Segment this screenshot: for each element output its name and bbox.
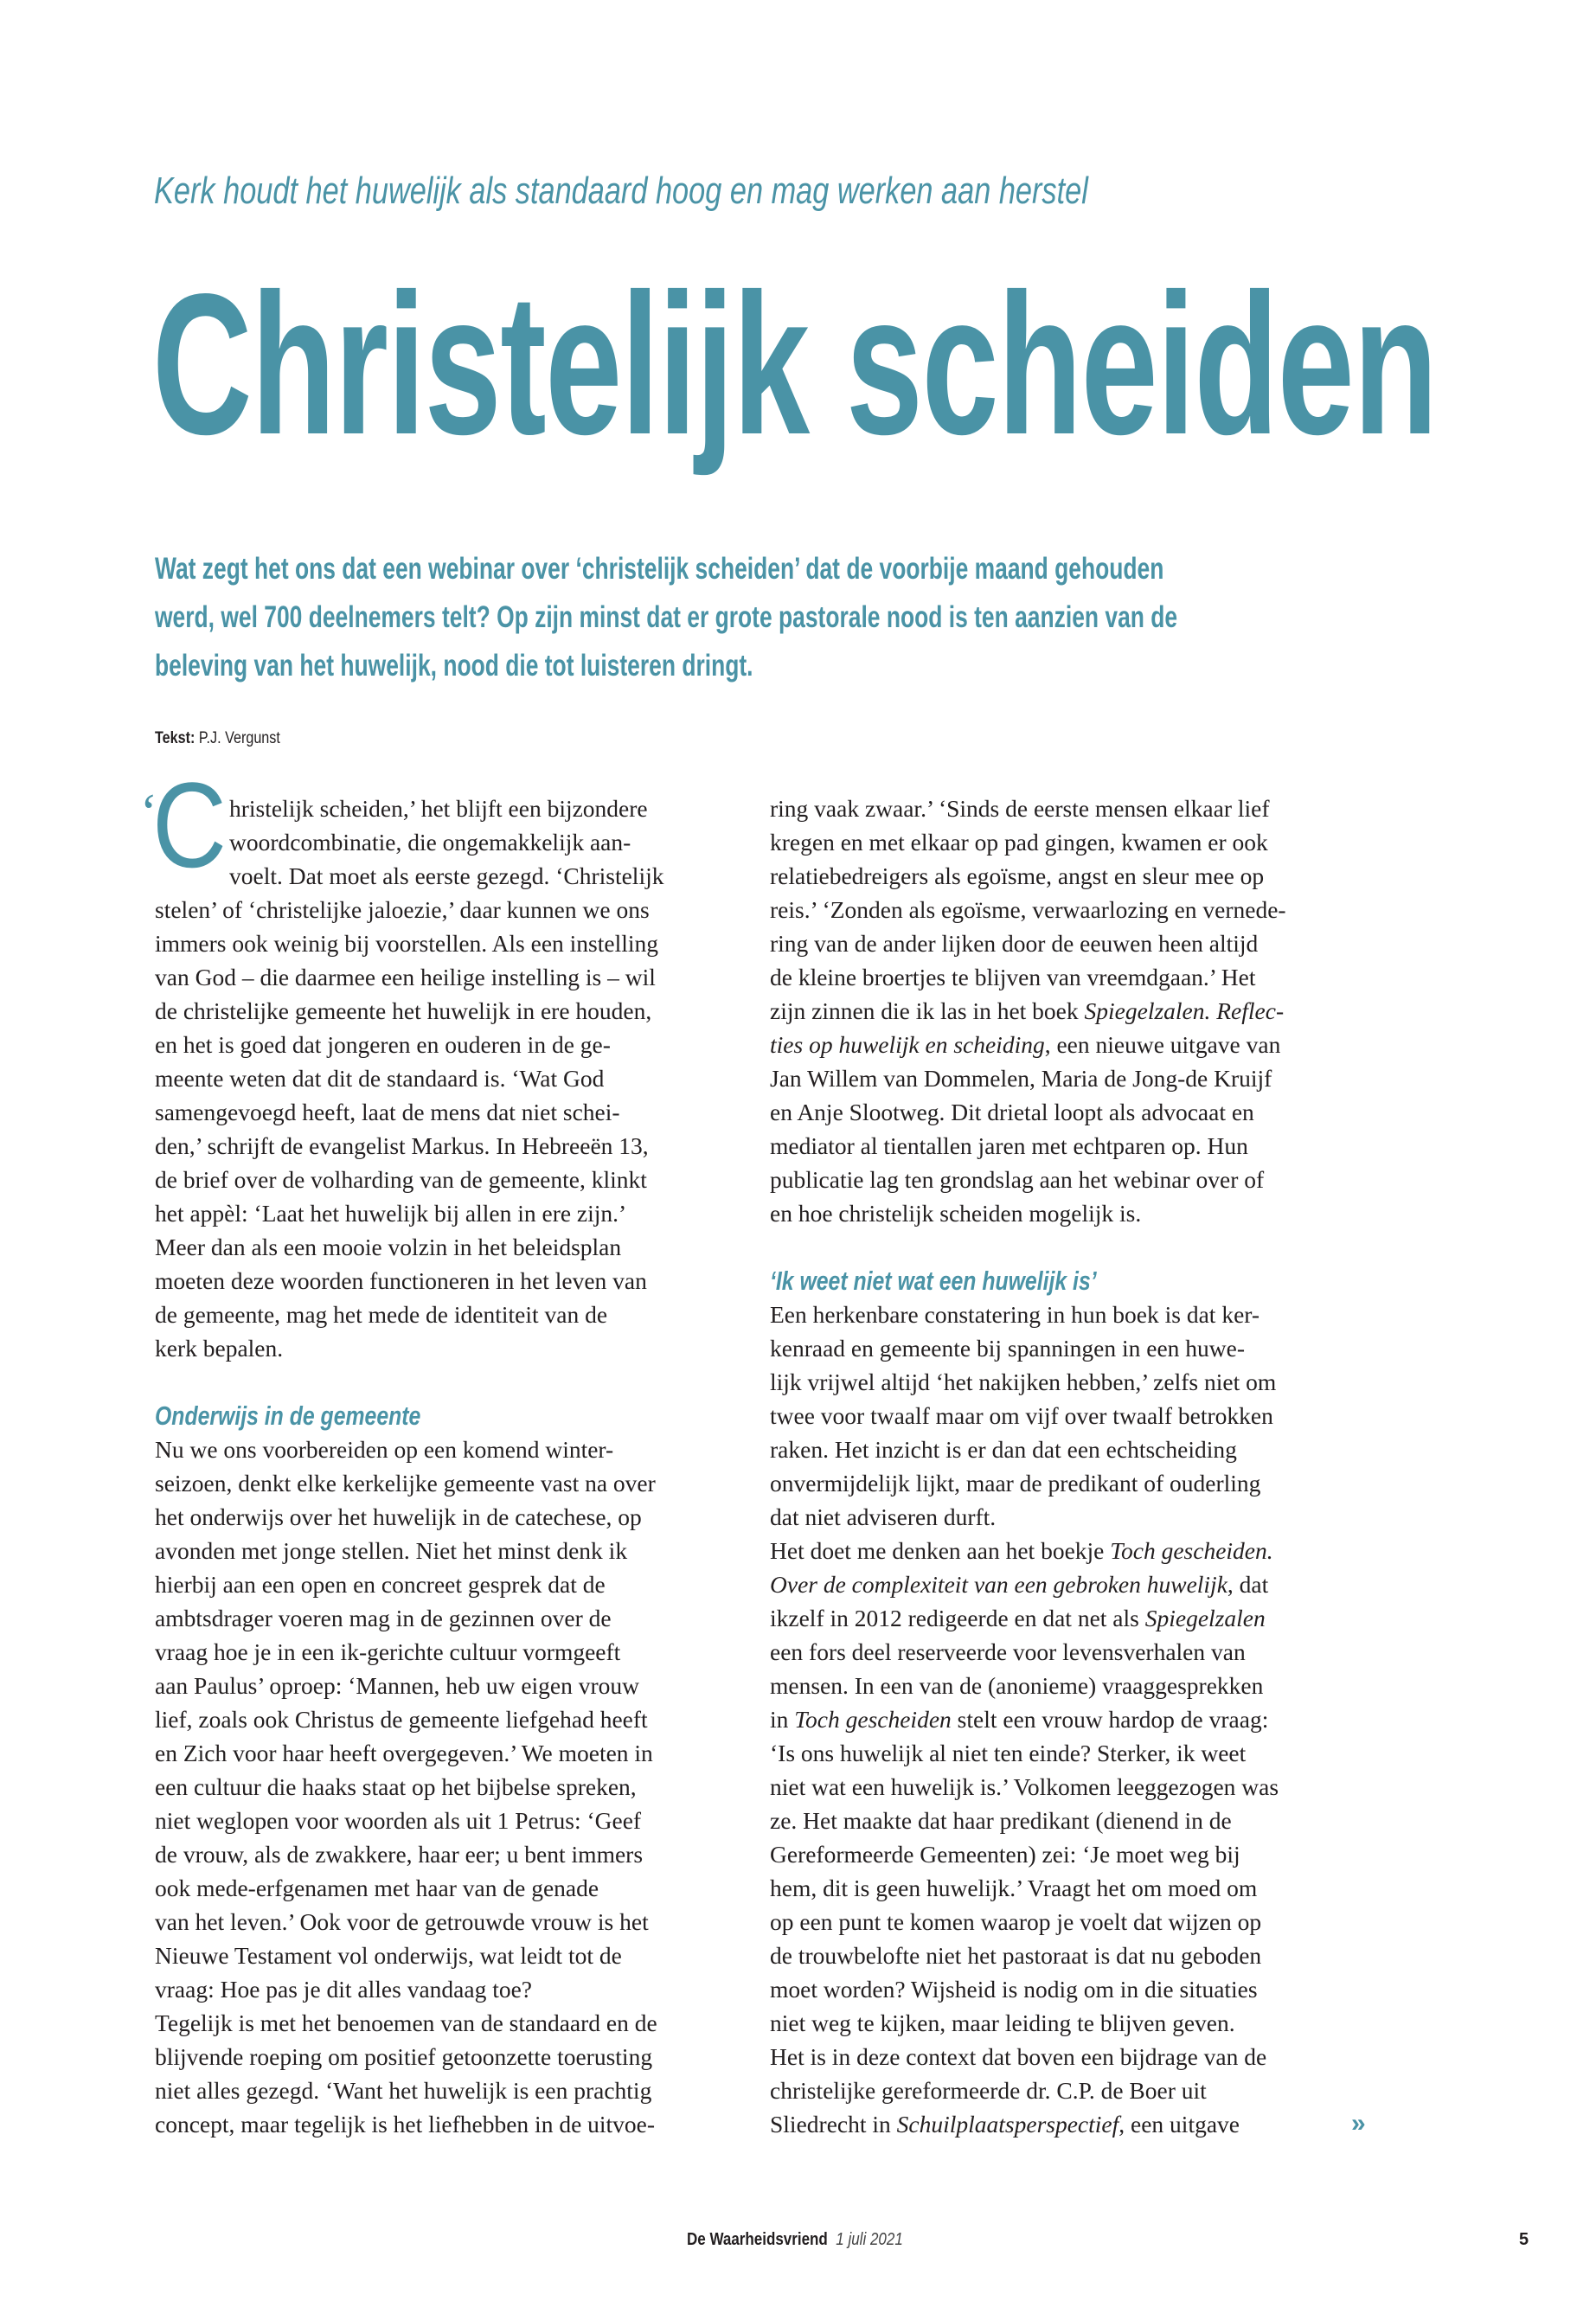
body-line: ring vaak zwaar.’ ‘Sinds de eerste mensen elkaar lief [770,795,1270,822]
page-footer [687,2230,903,2250]
body-line: de kleine broertjes te blijven van vreemdgaan.’ Het [770,964,1256,990]
text-segment: , dat [1227,1571,1269,1598]
body-line: ring van de ander lijken door de eeuwen heen altijd [770,930,1259,957]
body-line [770,1601,1266,1635]
body-line: Het is in deze context dat boven een bijdrage van de [770,2043,1267,2070]
body-line: de brief over de volharding van de gemeente, klinkt [155,1166,647,1193]
body-line [770,1702,1268,1736]
text-segment: in [770,1706,795,1733]
body-line: de gemeente, mag het mede de identiteit van de [155,1301,608,1328]
body-line [770,1028,1280,1061]
byline [155,729,280,748]
italic-title-segment: Over de complexiteit van een gebroken huwelijk [770,1571,1227,1598]
body-line: ze. Het maakte dat haar predikant (dienend in de [770,1807,1232,1834]
body-line: vraag hoe je in een ik-gerichte cultuur vormgeeft [155,1638,621,1665]
italic-title-segment: Spiegelzalen. Reflec- [1084,997,1285,1024]
body-line: reis.’ ‘Zonden als egoïsme, verwaarlozing en vernede- [770,896,1286,923]
body-line: Een herkenbare constatering in hun boek is dat ker- [770,1301,1260,1328]
body-line [770,1567,1268,1601]
body-line: relatiebedreigers als egoïsme, angst en sleur mee op [770,862,1265,889]
body-line [770,994,1284,1028]
body-line: ‘Is ons huwelijk al niet ten einde? Sterker, ik weet [770,1740,1247,1766]
body-line: woordcombinatie, die ongemakkelijk aan- [229,829,631,856]
body-line: een fors deel reserveerde voor levensverhalen van [770,1638,1246,1665]
italic-title-segment: Spiegelzalen [1144,1605,1266,1631]
body-line: lijk vrijwel altijd ‘het nakijken hebben,’ zelfs niet om [770,1368,1277,1395]
drop-cap-letter: C [152,757,227,893]
text-segment: stelt een vrouw hardop de vraag: [951,1706,1269,1733]
body-line: onvermijdelijk lijkt, maar de predikant of ouderling [770,1470,1261,1497]
body-line: de trouwbelofte niet het pastoraat is dat nu geboden [770,1942,1262,1969]
body-line: en Zich voor haar heeft overgegeven.’ We moeten in [155,1740,653,1766]
body-line: dat niet adviseren durft. [770,1503,997,1530]
text-segment: , een nieuwe uitgave van [1044,1031,1281,1058]
continue-arrow-icon: » [1351,2109,1366,2138]
body-line: Nieuwe Testament vol onderwijs, wat leidt tot de [155,1942,622,1969]
article-kicker: Kerk houdt het huwelijk als standaard hoog en mag werken aan herstel [154,170,1088,212]
body-line: niet weg te kijken, maar leiding te blijven geven. [770,2009,1235,2036]
text-segment: ikzelf in 2012 redigeerde en dat net als [770,1605,1145,1631]
body-line: meente weten dat dit de standaard is. ‘Wat God [155,1065,605,1092]
lead-line: werd, wel 700 deelnemers telt? Op zijn minst dat er grote pastorale nood is ten aanzien van de [155,600,1178,634]
section-heading: Onderwijs in de gemeente [155,1400,421,1431]
text-segment: Sliedrecht in [770,2111,897,2138]
page-number: 5 [1519,2230,1529,2249]
body-line: aan Paulus’ oproep: ‘Mannen, heb uw eigen vrouw [155,1672,640,1699]
text-segment: zijn zinnen die ik las in het boek [770,997,1085,1024]
italic-title-segment: Schuilplaatsperspectief [896,2111,1119,2138]
footer-publication: De Waarheidsvriend [687,2230,828,2249]
lead-line: Wat zegt het ons dat een webinar over ‘christelijk scheiden’ dat de voorbije maand gehouden [155,552,1164,586]
body-line: Meer dan als een mooie volzin in het beleidsplan [155,1234,622,1260]
body-line: lief, zoals ook Christus de gemeente liefgehad heeft [155,1706,648,1733]
body-line: concept, maar tegelijk is het liefhebben in de uitvoe- [155,2111,656,2138]
body-line: de vrouw, als de zwakkere, haar eer; u bent immers [155,1841,644,1868]
body-line: publicatie lag ten grondslag aan het webinar over of [770,1166,1265,1193]
byline-label: Tekst: [155,729,195,747]
body-line: hristelijk scheiden,’ het blijft een bijzondere [229,795,648,822]
body-line: samengevoegd heeft, laat de mens dat niet schei- [155,1099,620,1125]
body-line: stelen’ of ‘christelijke jaloezie,’ daar kunnen we ons [155,896,650,923]
body-line: ook mede-erfgenamen met haar van de genade [155,1875,599,1901]
body-line: moeten deze woorden functioneren in het leven van [155,1267,647,1294]
body-line: op een punt te komen waarop je voelt dat wijzen op [770,1908,1262,1935]
italic-title-segment: Toch gescheiden. [1110,1537,1273,1564]
body-line: avonden met jonge stellen. Niet het minst denk ik [155,1537,628,1564]
body-line: kregen en met elkaar op pad gingen, kwamen er ook [770,829,1268,856]
body-line: Tegelijk is met het benoemen van de standaard en de [155,2009,657,2036]
body-line: blijvende roeping om positief getoonzette toerusting [155,2043,653,2070]
text-segment: Het doet me denken aan het boekje [770,1537,1111,1564]
body-line: niet weglopen voor woorden als uit 1 Petrus: ‘Geef [155,1807,642,1834]
body-line: het onderwijs over het huwelijk in de catechese, op [155,1503,642,1530]
body-line: seizoen, denkt elke kerkelijke gemeente vast na over [155,1470,656,1497]
body-line [770,1534,1273,1567]
body-line: van het leven.’ Ook voor de getrouwde vrouw is het [155,1908,649,1935]
body-line: en Anje Slootweg. Dit drietal loopt als advocaat en [770,1099,1254,1125]
text-segment: , een uitgave [1118,2111,1240,2138]
body-line [770,2107,1240,2141]
body-line: Jan Willem van Dommelen, Maria de Jong-de Kruijf [770,1065,1272,1092]
body-line: mediator al tientallen jaren met echtparen op. Hun [770,1132,1248,1159]
drop-cap-quote: ‘ [140,784,157,841]
footer-date: 1 juli 2021 [836,2230,903,2249]
body-line: twee voor twaalf maar om vijf over twaalf betrokken [770,1402,1273,1429]
body-line: Nu we ons voorbereiden op een komend winter- [155,1436,614,1463]
body-line: moet worden? Wijsheid is nodig om in die situaties [770,1976,1258,2003]
body-line: immers ook weinig bij voorstellen. Als een instelling [155,930,659,957]
body-line: een cultuur die haaks staat op het bijbelse spreken, [155,1773,637,1800]
body-line: en hoe christelijk scheiden mogelijk is. [770,1200,1142,1227]
italic-title-segment: Toch gescheiden [794,1706,952,1733]
body-line: christelijke gereformeerde dr. C.P. de Boer uit [770,2077,1207,2104]
article-title: Christelijk scheiden [152,253,1437,477]
body-line: vraag: Hoe pas je dit alles vandaag toe? [155,1976,532,2003]
body-line: mensen. In een van de (anonieme) vraaggesprekken [770,1672,1264,1699]
section-heading: ‘Ik weet niet wat een huwelijk is’ [770,1266,1097,1296]
body-line: kerk bepalen. [155,1335,284,1362]
body-line: voelt. Dat moet als eerste gezegd. ‘Christelijk [229,862,664,889]
body-line: Gereformeerde Gemeenten) zei: ‘Je moet weg bij [770,1841,1240,1868]
body-line: kenraad en gemeente bij spanningen in een huwe- [770,1335,1246,1362]
body-line: ambtsdrager voeren mag in de gezinnen over de [155,1605,612,1631]
body-line: hem, dit is geen huwelijk.’ Vraagt het om moed om [770,1875,1258,1901]
body-line: raken. Het inzicht is er dan dat een echtscheiding [770,1436,1237,1463]
body-line: van God – die daarmee een heilige instelling is – wil [155,964,656,990]
body-line: en het is goed dat jongeren en ouderen in de ge- [155,1031,611,1058]
byline-author: P.J. Vergunst [198,729,280,747]
lead-line: beleving van het huwelijk, nood die tot luisteren dringt. [155,649,753,683]
body-line: den,’ schrijft de evangelist Markus. In Hebreeën 13, [155,1132,649,1159]
body-line: de christelijke gemeente het huwelijk in ere houden, [155,997,652,1024]
article-lead [155,545,1509,690]
body-line: hierbij aan een open en concreet gesprek dat de [155,1571,606,1598]
italic-title-segment: ties op huwelijk en scheiding [770,1031,1045,1058]
body-line: het appèl: ‘Laat het huwelijk bij allen in ere zijn.’ [155,1200,627,1227]
body-line: niet wat een huwelijk is.’ Volkomen leeggezogen was [770,1773,1279,1800]
body-line: niet alles gezegd. ‘Want het huwelijk is een prachtig [155,2077,652,2104]
